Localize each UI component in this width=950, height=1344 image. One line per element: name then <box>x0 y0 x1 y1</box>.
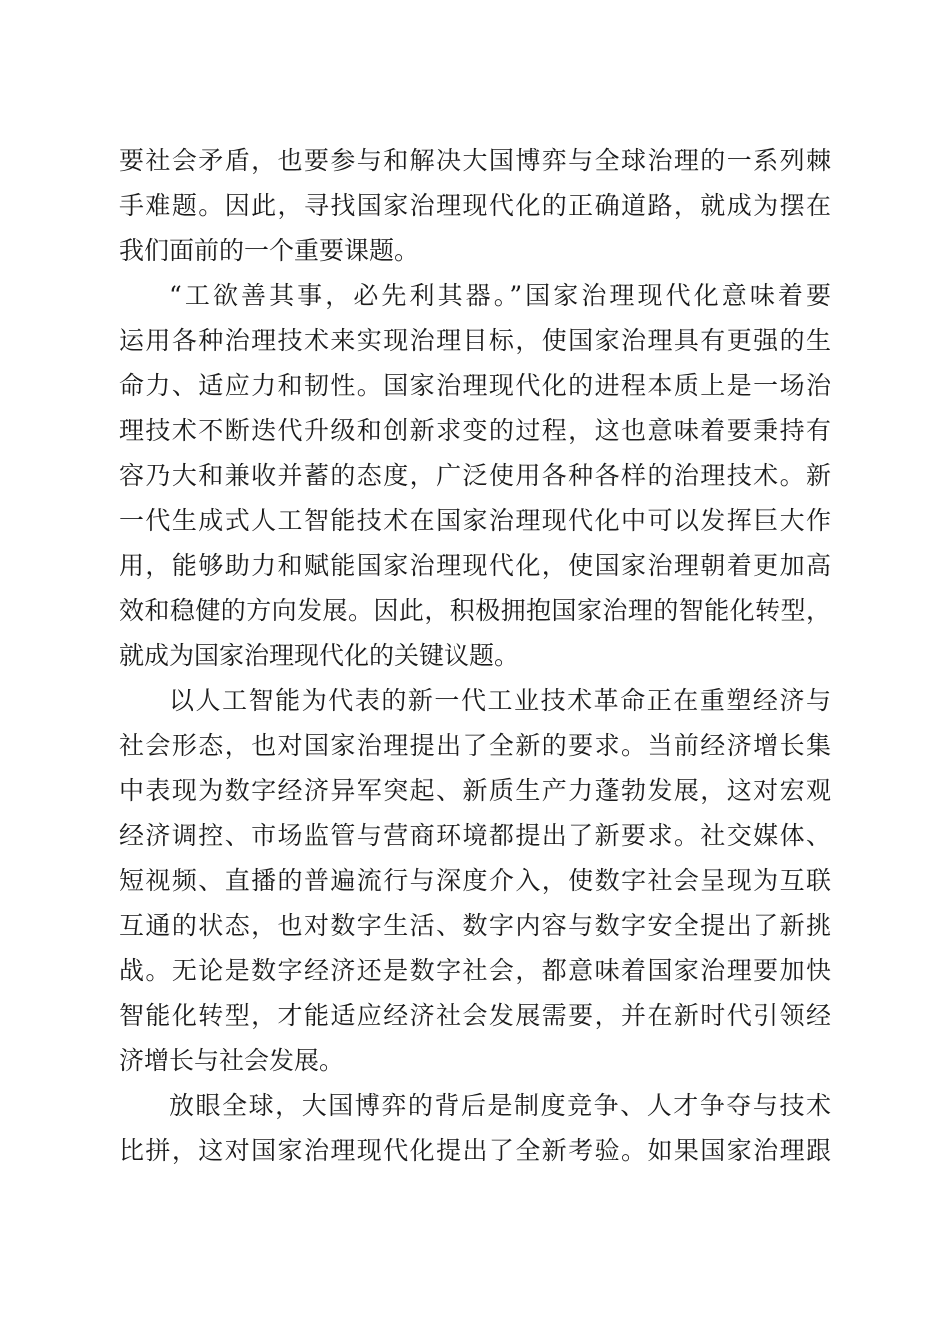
text-line: 经济调控、市场监管与营商环境都提出了新要求。社交媒体、 <box>119 821 831 850</box>
text-line: 手难题。因此，寻找国家治理现代化的正确道路，就成为摆在 <box>119 191 831 220</box>
text-line: 理技术不断迭代升级和创新求变的过程，这也意味着要秉持有 <box>119 416 831 445</box>
text-line: 短视频、直播的普遍流行与深度介入，使数字社会呈现为互联 <box>119 866 831 895</box>
text-line: 就成为国家治理现代化的关键议题。 <box>119 641 520 670</box>
text-line: 智能化转型，才能适应经济社会发展需要，并在新时代引领经 <box>119 1001 831 1030</box>
text-line: 用，能够助力和赋能国家治理现代化，使国家治理朝着更加高 <box>119 551 831 580</box>
text-line: 社会形态，也对国家治理提出了全新的要求。当前经济增长集 <box>119 731 831 760</box>
text-line: 要社会矛盾，也要参与和解决大国博弈与全球治理的一系列棘 <box>119 146 831 175</box>
text-line: 一代生成式人工智能技术在国家治理现代化中可以发挥巨大作 <box>119 506 831 535</box>
text-line: 我们面前的一个重要课题。 <box>119 236 420 265</box>
text-line: 运用各种治理技术来实现治理目标，使国家治理具有更强的生 <box>119 326 831 355</box>
text-line: “工欲善其事，必先利其器。”国家治理现代化意味着要 <box>169 281 831 310</box>
text-line: 互通的状态，也对数字生活、数字内容与数字安全提出了新挑 <box>119 911 831 940</box>
text-line: 中表现为数字经济异军突起、新质生产力蓬勃发展，这对宏观 <box>119 776 831 805</box>
text-line: 效和稳健的方向发展。因此，积极拥抱国家治理的智能化转型， <box>119 596 831 625</box>
text-line: 济增长与社会发展。 <box>119 1046 345 1075</box>
paragraph <box>119 678 831 1083</box>
text-line: 容乃大和兼收并蓄的态度，广泛使用各种各样的治理技术。新 <box>119 461 831 490</box>
text-line: 命力、适应力和韧性。国家治理现代化的进程本质上是一场治 <box>119 371 831 400</box>
text-line: 放眼全球，大国博弈的背后是制度竞争、人才争夺与技术 <box>169 1091 831 1120</box>
paragraph <box>119 138 831 273</box>
document-body <box>119 138 831 1173</box>
paragraph <box>119 1083 831 1173</box>
text-line: 比拼，这对国家治理现代化提出了全新考验。如果国家治理跟 <box>119 1136 831 1165</box>
text-line: 以人工智能为代表的新一代工业技术革命正在重塑经济与 <box>169 686 831 715</box>
paragraph <box>119 273 831 678</box>
text-line: 战。无论是数字经济还是数字社会，都意味着国家治理要加快 <box>119 956 831 985</box>
